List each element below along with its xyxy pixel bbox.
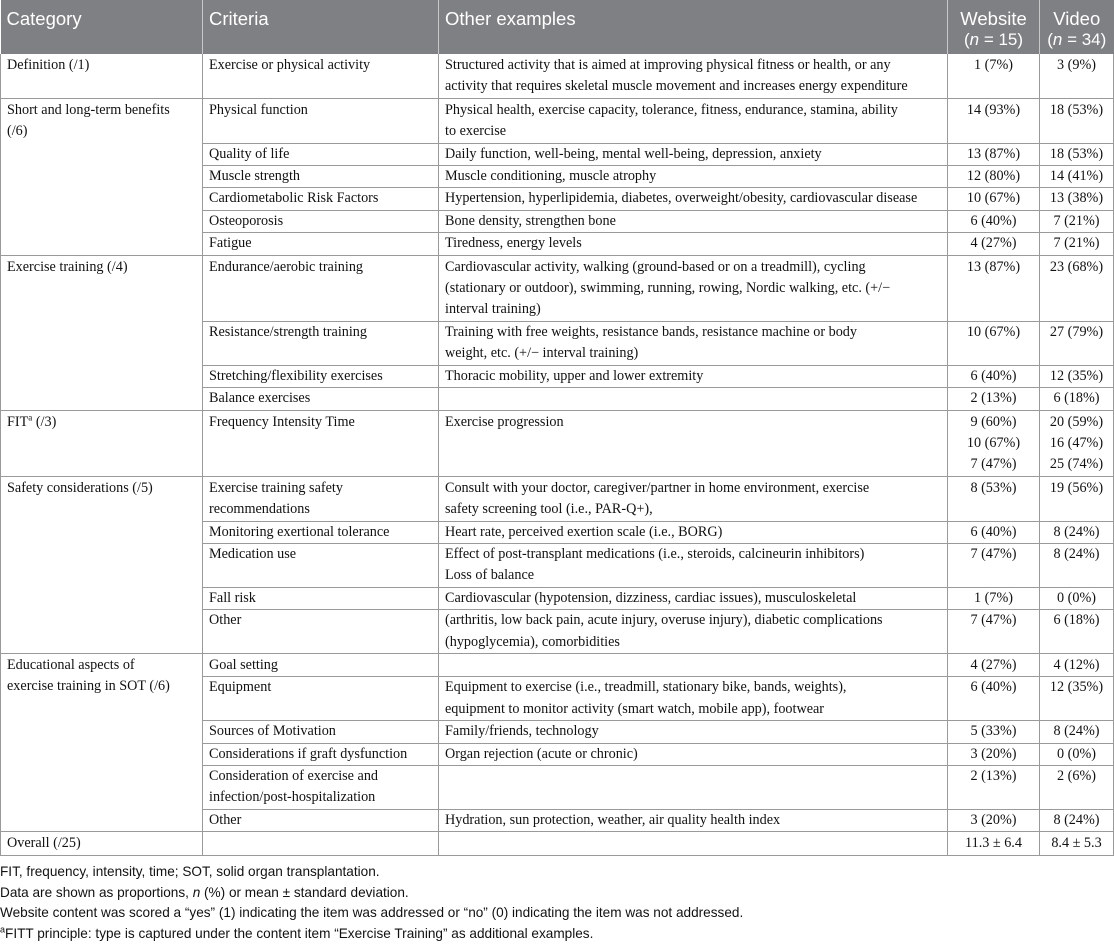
other-line: Structured activity that is aimed at improving physical fitness or health, or any: [445, 57, 891, 73]
criteria-line: Fatigue: [209, 235, 252, 252]
other-examples-cell: [439, 543, 948, 587]
website-score-cell: [948, 832, 1040, 855]
criteria-cell: [203, 365, 439, 387]
criteria-cell: [203, 210, 439, 232]
category-text: Definition (/1): [7, 57, 90, 73]
video-score-cell: [1040, 410, 1114, 476]
header-row: [1, 0, 1114, 54]
other-line: [445, 655, 941, 676]
video-line: 2 (6%): [1056, 768, 1096, 784]
other-line: (arthritis, low back pain, acute injury, overuse injury), diabetic complications: [445, 612, 883, 629]
website-line: 1 (7%): [973, 589, 1013, 606]
table-group: [1, 832, 1114, 855]
website-score-cell: [948, 233, 1040, 255]
video-line: 18 (53%): [1049, 145, 1104, 162]
category-cell: [1, 410, 203, 476]
website-line: 6 (40%): [970, 212, 1017, 229]
other-line: [445, 833, 941, 854]
website-score-cell: [948, 476, 1040, 521]
website-line: 6 (40%): [970, 367, 1017, 384]
criteria-line: [209, 433, 432, 454]
video-line: 25 (74%): [1049, 456, 1104, 473]
website-line: [950, 632, 1037, 653]
criteria-cell: [203, 610, 439, 654]
table-group: [1, 255, 1114, 410]
video-line: [1042, 343, 1111, 364]
video-score-cell: [1040, 521, 1114, 543]
category-text: Exercise training (/4): [7, 258, 128, 275]
criteria-line: Sources of Motivation: [209, 723, 336, 740]
category-text: FIT$^a$ (/3): [7, 411, 57, 430]
video-line: 20 (59%): [1049, 413, 1104, 430]
website-line: [950, 499, 1037, 520]
video-line: 16 (47%): [1049, 434, 1104, 451]
other-line: [445, 433, 941, 454]
criteria-cell: [203, 543, 439, 587]
table-group: [1, 653, 1114, 831]
criteria-cell: [203, 476, 439, 521]
website-line: 4 (27%): [970, 656, 1017, 673]
other-line: Loss of balance: [445, 567, 535, 584]
other-examples-cell: [439, 143, 948, 165]
other-examples-cell: [439, 388, 948, 410]
criteria-line: Osteoporosis: [209, 212, 284, 229]
category-text: Safety considerations (/5): [7, 479, 153, 496]
website-score-cell: [948, 54, 1040, 98]
criteria-line: [209, 278, 432, 299]
criteria-line: [209, 76, 432, 97]
other-line: [445, 766, 941, 787]
criteria-line: [209, 121, 432, 142]
header-website-n: (n = 15): [963, 30, 1024, 49]
other-examples-cell: [439, 766, 948, 810]
website-line: 3 (20%): [970, 745, 1017, 762]
other-line: Thoracic mobility, upper and lower extremity: [445, 367, 704, 384]
criteria-cell: [203, 809, 439, 831]
other-line: Effect of post-transplant medications (i.e., steroids, calcineurin inhibitors): [445, 545, 865, 562]
video-line: 4 (12%): [1053, 656, 1100, 673]
criteria-line: [209, 699, 432, 720]
criteria-cell: [203, 233, 439, 255]
criteria-cell: [203, 321, 439, 365]
table-row: [1, 653, 1114, 676]
video-line: 7 (21%): [1053, 212, 1100, 229]
video-score-cell: [1040, 743, 1114, 765]
header-video: [1040, 0, 1114, 54]
video-score-cell: [1040, 388, 1114, 410]
other-line: equipment to monitor activity (smart watch, mobile app), footwear: [445, 700, 825, 717]
website-score-cell: [948, 677, 1040, 721]
video-score-cell: [1040, 587, 1114, 609]
video-line: 14 (41%): [1049, 168, 1104, 185]
criteria-cell: [203, 521, 439, 543]
website-score-cell: [948, 166, 1040, 188]
other-line: Cardiovascular activity, walking (ground-based or on a treadmill), cycling: [445, 258, 866, 275]
other-line: [445, 454, 941, 475]
other-line: Daily function, well-being, mental well-being, depression, anxiety: [445, 145, 822, 162]
table-row: [1, 476, 1114, 521]
website-score-cell: [948, 743, 1040, 765]
website-line: [950, 278, 1037, 299]
other-line: Cardiovascular (hypotension, dizziness, cardiac issues), musculoskeletal: [445, 589, 857, 606]
header-video-n: (n = 34): [1047, 30, 1107, 49]
other-examples-cell: [439, 832, 948, 855]
video-line: [1042, 499, 1111, 520]
category-cell: [1, 98, 203, 255]
video-score-cell: [1040, 188, 1114, 210]
website-line: [950, 565, 1037, 586]
website-line: 1 (7%): [973, 57, 1013, 73]
website-line: [950, 299, 1037, 320]
criteria-line: [209, 454, 432, 475]
table-row: [1, 832, 1114, 855]
table-group: [1, 476, 1114, 653]
video-line: 6 (18%): [1053, 390, 1100, 407]
criteria-line: Equipment: [209, 679, 272, 696]
criteria-line: Exercise training safety: [209, 479, 343, 496]
other-line: Bone density, strengthen bone: [445, 212, 616, 229]
website-score-cell: [948, 610, 1040, 654]
video-score-cell: [1040, 543, 1114, 587]
video-score-cell: [1040, 321, 1114, 365]
criteria-cell: [203, 388, 439, 410]
header-website: [948, 0, 1040, 54]
website-line: 3 (20%): [970, 811, 1017, 828]
other-examples-cell: [439, 188, 948, 210]
criteria-line: Cardiometabolic Risk Factors: [209, 190, 379, 207]
other-line: (stationary or outdoor), swimming, running, rowing, Nordic walking, etc. (+/−: [445, 280, 891, 297]
category-cell: [1, 476, 203, 653]
criteria-line: Quality of life: [209, 145, 290, 162]
criteria-line: Other: [209, 612, 242, 629]
criteria-line: [209, 565, 432, 586]
other-examples-cell: [439, 54, 948, 98]
criteria-line: Physical function: [209, 101, 308, 118]
website-line: [950, 76, 1037, 97]
website-line: 12 (80%): [966, 168, 1021, 185]
other-line: interval training): [445, 301, 541, 318]
other-examples-cell: [439, 721, 948, 743]
criteria-line: Goal setting: [209, 656, 278, 673]
video-line: 8 (24%): [1053, 523, 1100, 540]
website-line: 11.3 ± 6.4: [965, 835, 1022, 852]
other-line: [445, 388, 941, 409]
website-line: 6 (40%): [970, 523, 1017, 540]
video-score-cell: [1040, 653, 1114, 676]
table-group: [1, 98, 1114, 255]
footnote-abbreviations: FIT, frequency, intensity, time; SOT, solid organ transplantation.: [0, 864, 380, 879]
criteria-line: Frequency Intensity Time: [209, 413, 355, 430]
criteria-line: [209, 833, 432, 854]
criteria-line: [209, 299, 432, 320]
website-line: 9 (60%): [970, 413, 1017, 430]
video-line: [1042, 787, 1111, 808]
website-score-cell: [948, 587, 1040, 609]
other-examples-cell: [439, 98, 948, 143]
criteria-line: [209, 632, 432, 653]
website-score-cell: [948, 255, 1040, 321]
video-line: 8 (24%): [1053, 723, 1100, 740]
other-examples-cell: [439, 410, 948, 476]
video-score-cell: [1040, 809, 1114, 831]
video-line: 27 (79%): [1049, 323, 1104, 340]
website-line: 7 (47%): [970, 545, 1017, 562]
other-line: Exercise progression: [445, 413, 564, 430]
website-score-cell: [948, 98, 1040, 143]
criteria-cell: [203, 832, 439, 855]
other-line: Equipment to exercise (i.e., treadmill, stationary bike, bands, weights),: [445, 679, 847, 696]
table-row: [1, 54, 1114, 98]
other-examples-cell: [439, 321, 948, 365]
other-examples-cell: [439, 210, 948, 232]
category-cell: [1, 653, 203, 831]
video-score-cell: [1040, 54, 1114, 98]
category-cell: [1, 255, 203, 410]
video-line: [1042, 76, 1111, 97]
website-line: [950, 121, 1037, 142]
website-line: 2 (13%): [970, 768, 1017, 784]
other-line: Hydration, sun protection, weather, air quality health index: [445, 811, 781, 828]
website-line: 13 (87%): [966, 145, 1021, 162]
video-line: 19 (56%): [1049, 479, 1104, 496]
other-examples-cell: [439, 587, 948, 609]
website-score-cell: [948, 410, 1040, 476]
criteria-line: Other: [209, 811, 242, 828]
category-cell: [1, 832, 203, 855]
table-row: [1, 255, 1114, 321]
website-line: 10 (67%): [966, 323, 1021, 340]
header-category: Category: [1, 0, 203, 54]
other-examples-cell: [439, 677, 948, 721]
video-line: 0 (0%): [1056, 589, 1096, 606]
header-other-examples: Other examples: [439, 0, 948, 54]
criteria-line: recommendations: [209, 501, 310, 518]
criteria-cell: [203, 721, 439, 743]
video-line: 12 (35%): [1049, 367, 1104, 384]
other-line: Training with free weights, resistance bands, resistance machine or body: [445, 323, 857, 340]
website-score-cell: [948, 809, 1040, 831]
other-line: Family/friends, technology: [445, 723, 599, 740]
video-score-cell: [1040, 766, 1114, 810]
website-score-cell: [948, 521, 1040, 543]
video-line: [1042, 299, 1111, 320]
category-text: (/6): [7, 123, 28, 140]
website-line: 14 (93%): [966, 101, 1021, 118]
criteria-line: infection/post-hospitalization: [209, 789, 376, 806]
website-line: 7 (47%): [970, 612, 1017, 629]
criteria-line: Muscle strength: [209, 168, 301, 185]
header-website-label: Website: [960, 8, 1027, 29]
criteria-cell: [203, 653, 439, 676]
other-examples-cell: [439, 809, 948, 831]
criteria-line: Considerations if graft dysfunction: [209, 745, 408, 762]
other-examples-cell: [439, 743, 948, 765]
video-line: [1042, 565, 1111, 586]
category-text: exercise training in SOT (/6): [7, 678, 170, 695]
video-score-cell: [1040, 166, 1114, 188]
video-line: 8.4 ± 5.3: [1051, 835, 1102, 852]
website-line: 5 (33%): [970, 723, 1017, 740]
header-video-label: Video: [1053, 8, 1101, 29]
video-line: [1042, 699, 1111, 720]
website-score-cell: [948, 766, 1040, 810]
video-score-cell: [1040, 210, 1114, 232]
other-line: Consult with your doctor, caregiver/partner in home environment, exercise: [445, 479, 870, 496]
criteria-cell: [203, 255, 439, 321]
website-score-cell: [948, 188, 1040, 210]
other-line: Physical health, exercise capacity, tolerance, fitness, endurance, stamina, ability: [445, 101, 898, 118]
website-line: [950, 787, 1037, 808]
video-line: [1042, 632, 1111, 653]
video-score-cell: [1040, 832, 1114, 855]
footnote-scoring: Website content was scored a “yes” (1) indicating the item was addressed or “no” (0) indicating the item was not addressed.: [0, 905, 744, 921]
category-cell: [1, 54, 203, 98]
video-score-cell: [1040, 721, 1114, 743]
header-criteria: Criteria: [203, 0, 439, 54]
video-line: 8 (24%): [1053, 811, 1100, 828]
website-line: [950, 343, 1037, 364]
video-line: 18 (53%): [1049, 101, 1104, 118]
criteria-line: Fall risk: [209, 589, 256, 606]
criteria-line: Resistance/strength training: [209, 323, 367, 340]
website-score-cell: [948, 721, 1040, 743]
other-line: weight, etc. (+/− interval training): [445, 345, 639, 362]
video-score-cell: [1040, 476, 1114, 521]
other-examples-cell: [439, 233, 948, 255]
other-examples-cell: [439, 166, 948, 188]
video-line: 3 (9%): [1056, 57, 1096, 73]
criteria-cell: [203, 677, 439, 721]
other-line: Organ rejection (acute or chronic): [445, 745, 638, 762]
other-line: [445, 787, 941, 808]
criteria-line: Exercise or physical activity: [209, 57, 371, 73]
video-line: 8 (24%): [1053, 545, 1100, 562]
website-line: [950, 699, 1037, 720]
criteria-line: Monitoring exertional tolerance: [209, 523, 390, 540]
criteria-cell: [203, 98, 439, 143]
website-score-cell: [948, 365, 1040, 387]
video-line: 6 (18%): [1053, 612, 1100, 629]
website-line: 4 (27%): [970, 235, 1017, 252]
criteria-cell: [203, 766, 439, 810]
category-text: Short and long-term benefits: [7, 101, 170, 118]
criteria-cell: [203, 410, 439, 476]
other-line: (hypoglycemia), comorbidities: [445, 633, 620, 650]
other-examples-cell: [439, 476, 948, 521]
website-score-cell: [948, 143, 1040, 165]
table-footnotes: [0, 862, 743, 944]
criteria-cell: [203, 166, 439, 188]
website-line: 2 (13%): [970, 390, 1017, 407]
video-line: 13 (38%): [1049, 190, 1104, 207]
video-score-cell: [1040, 677, 1114, 721]
table-group: [1, 410, 1114, 476]
video-score-cell: [1040, 255, 1114, 321]
criteria-cell: [203, 188, 439, 210]
website-score-cell: [948, 321, 1040, 365]
other-examples-cell: [439, 610, 948, 654]
criteria-line: Medication use: [209, 545, 297, 562]
other-examples-cell: [439, 653, 948, 676]
website-line: 6 (40%): [970, 679, 1017, 696]
footnote-data-format: Data are shown as proportions, n (%) or mean ± standard deviation.: [0, 884, 409, 900]
table-group: [1, 54, 1114, 98]
criteria-line: Stretching/flexibility exercises: [209, 367, 383, 384]
website-line: 13 (87%): [966, 258, 1021, 275]
video-line: 7 (21%): [1053, 235, 1100, 252]
website-line: 10 (67%): [966, 434, 1021, 451]
other-examples-cell: [439, 521, 948, 543]
other-line: safety screening tool (i.e., PAR-Q+),: [445, 501, 653, 518]
website-score-cell: [948, 653, 1040, 676]
video-line: 23 (68%): [1049, 258, 1104, 275]
website-score-cell: [948, 543, 1040, 587]
other-examples-cell: [439, 255, 948, 321]
website-line: 8 (53%): [970, 479, 1017, 496]
criteria-cell: [203, 54, 439, 98]
video-score-cell: [1040, 143, 1114, 165]
criteria-line: [209, 343, 432, 364]
criteria-cell: [203, 743, 439, 765]
other-line: Heart rate, perceived exertion scale (i.e., BORG): [445, 523, 723, 540]
criteria-cell: [203, 143, 439, 165]
video-line: [1042, 121, 1111, 142]
other-line: Tiredness, energy levels: [445, 235, 582, 252]
website-line: 7 (47%): [970, 456, 1017, 473]
video-line: 12 (35%): [1049, 679, 1104, 696]
category-text: Overall (/25): [7, 835, 81, 852]
footnote-fitt: $^a$FITT principle: type is captured under the content item “Exercise Training” as additional examples.: [0, 924, 594, 941]
website-score-cell: [948, 210, 1040, 232]
criteria-cell: [203, 587, 439, 609]
other-line: Muscle conditioning, muscle atrophy: [445, 168, 657, 185]
website-line: 10 (67%): [966, 190, 1021, 207]
video-score-cell: [1040, 610, 1114, 654]
website-score-cell: [948, 388, 1040, 410]
table-row: [1, 98, 1114, 143]
video-line: 0 (0%): [1056, 745, 1096, 762]
other-examples-cell: [439, 365, 948, 387]
criteria-line: Balance exercises: [209, 390, 311, 407]
criteria-line: Endurance/aerobic training: [209, 258, 364, 275]
video-score-cell: [1040, 98, 1114, 143]
table-row: [1, 410, 1114, 476]
other-line: Hypertension, hyperlipidemia, diabetes, overweight/obesity, cardiovascular disease: [445, 190, 918, 207]
other-line: activity that requires skeletal muscle movement and increases energy expenditure: [445, 78, 908, 95]
video-score-cell: [1040, 365, 1114, 387]
video-line: [1042, 278, 1111, 299]
category-text: Educational aspects of: [7, 656, 135, 673]
other-line: to exercise: [445, 123, 507, 140]
criteria-line: Consideration of exercise and: [209, 768, 379, 784]
video-score-cell: [1040, 233, 1114, 255]
